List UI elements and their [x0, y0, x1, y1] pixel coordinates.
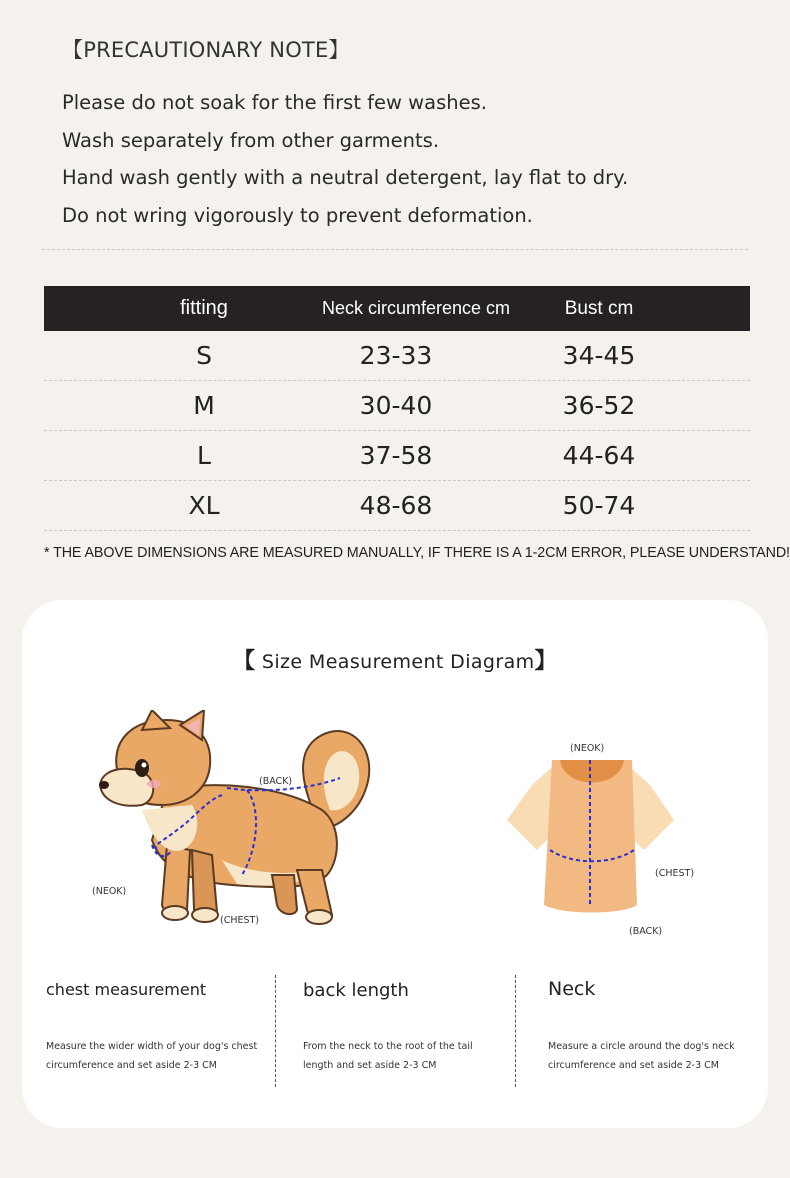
size-cell: L — [197, 441, 211, 470]
title-bracket-close: 】 — [534, 649, 557, 674]
info-title: Neck — [548, 978, 596, 1000]
table-row — [44, 481, 750, 531]
column-separator — [515, 975, 516, 1087]
precaution-line: Please do not soak for the first few washes. — [62, 91, 487, 114]
info-desc-line: circumference and set aside 2-3 CM — [46, 1060, 217, 1071]
info-desc-line: circumference and set aside 2-3 CM — [548, 1060, 719, 1071]
size-diagram-card — [22, 600, 768, 1128]
table-row — [44, 431, 750, 481]
bust-cell: 50-74 — [562, 491, 636, 520]
shirt-chest-label: (CHEST) — [655, 868, 695, 879]
neck-cell: 37-58 — [359, 441, 433, 470]
neck-cell: 48-68 — [359, 491, 433, 520]
size-cell: XL — [188, 491, 220, 520]
size-table — [44, 286, 750, 531]
diagram-title-text: Size Measurement Diagram — [255, 651, 535, 673]
section-divider — [42, 249, 748, 250]
info-title: back length — [303, 980, 409, 1001]
bust-cell: 34-45 — [562, 341, 636, 370]
precautionary-note-title: 【PRECAUTIONARY NOTE】 — [62, 38, 350, 62]
shirt-neck-label: (NEOK) — [570, 743, 605, 754]
bust-cell: 44-64 — [562, 441, 636, 470]
neck-cell: 30-40 — [359, 391, 433, 420]
precaution-line: Hand wash gently with a neutral detergent, lay flat to dry. — [62, 166, 629, 189]
info-desc — [303, 1037, 473, 1075]
header-fitting: fitting — [180, 297, 228, 319]
back-length-info — [303, 980, 473, 1075]
bust-cell: 36-52 — [562, 391, 636, 420]
table-row — [44, 381, 750, 431]
measurement-footnote: * THE ABOVE DIMENSIONS ARE MEASURED MANUALLY, IF THERE IS A 1-2CM ERROR, PLEASE UNDERSTAND! — [44, 545, 790, 561]
dog-chest-label: (CHEST) — [220, 915, 260, 926]
chest-measurement-info — [46, 980, 257, 1075]
size-cell: M — [193, 391, 215, 420]
precaution-line: Wash separately from other garments. — [62, 128, 440, 152]
info-desc — [548, 1037, 735, 1075]
info-desc-line: Measure a circle around the dog's neck — [548, 1041, 735, 1052]
table-row — [44, 331, 750, 381]
shirt-back-label: (BACK) — [629, 926, 663, 937]
info-desc — [46, 1037, 257, 1075]
dog-neck-label: (NEOK) — [92, 886, 127, 897]
precaution-line: Do not wring vigorously to prevent deformation. — [62, 203, 533, 227]
info-title: chest measurement — [46, 980, 207, 999]
info-desc-line: length and set aside 2-3 CM — [303, 1060, 437, 1071]
header-neck: Neck circumference cm — [321, 298, 511, 318]
neck-cell: 23-33 — [359, 341, 433, 370]
diagram-title — [22, 644, 768, 675]
column-separator — [275, 975, 276, 1087]
info-desc-line: Measure the wider width of your dog's chest — [46, 1041, 258, 1052]
title-bracket-open: 【 — [233, 649, 256, 674]
neck-info — [548, 978, 735, 1075]
precaution-list — [62, 84, 628, 234]
info-desc-line: From the neck to the root of the tail — [303, 1041, 473, 1052]
dog-illustration — [72, 710, 382, 930]
table-header — [44, 286, 750, 331]
size-cell: S — [196, 341, 212, 370]
dog-back-label: (BACK) — [259, 776, 293, 787]
header-bust: Bust cm — [564, 297, 634, 319]
shirt-illustration — [502, 755, 682, 920]
